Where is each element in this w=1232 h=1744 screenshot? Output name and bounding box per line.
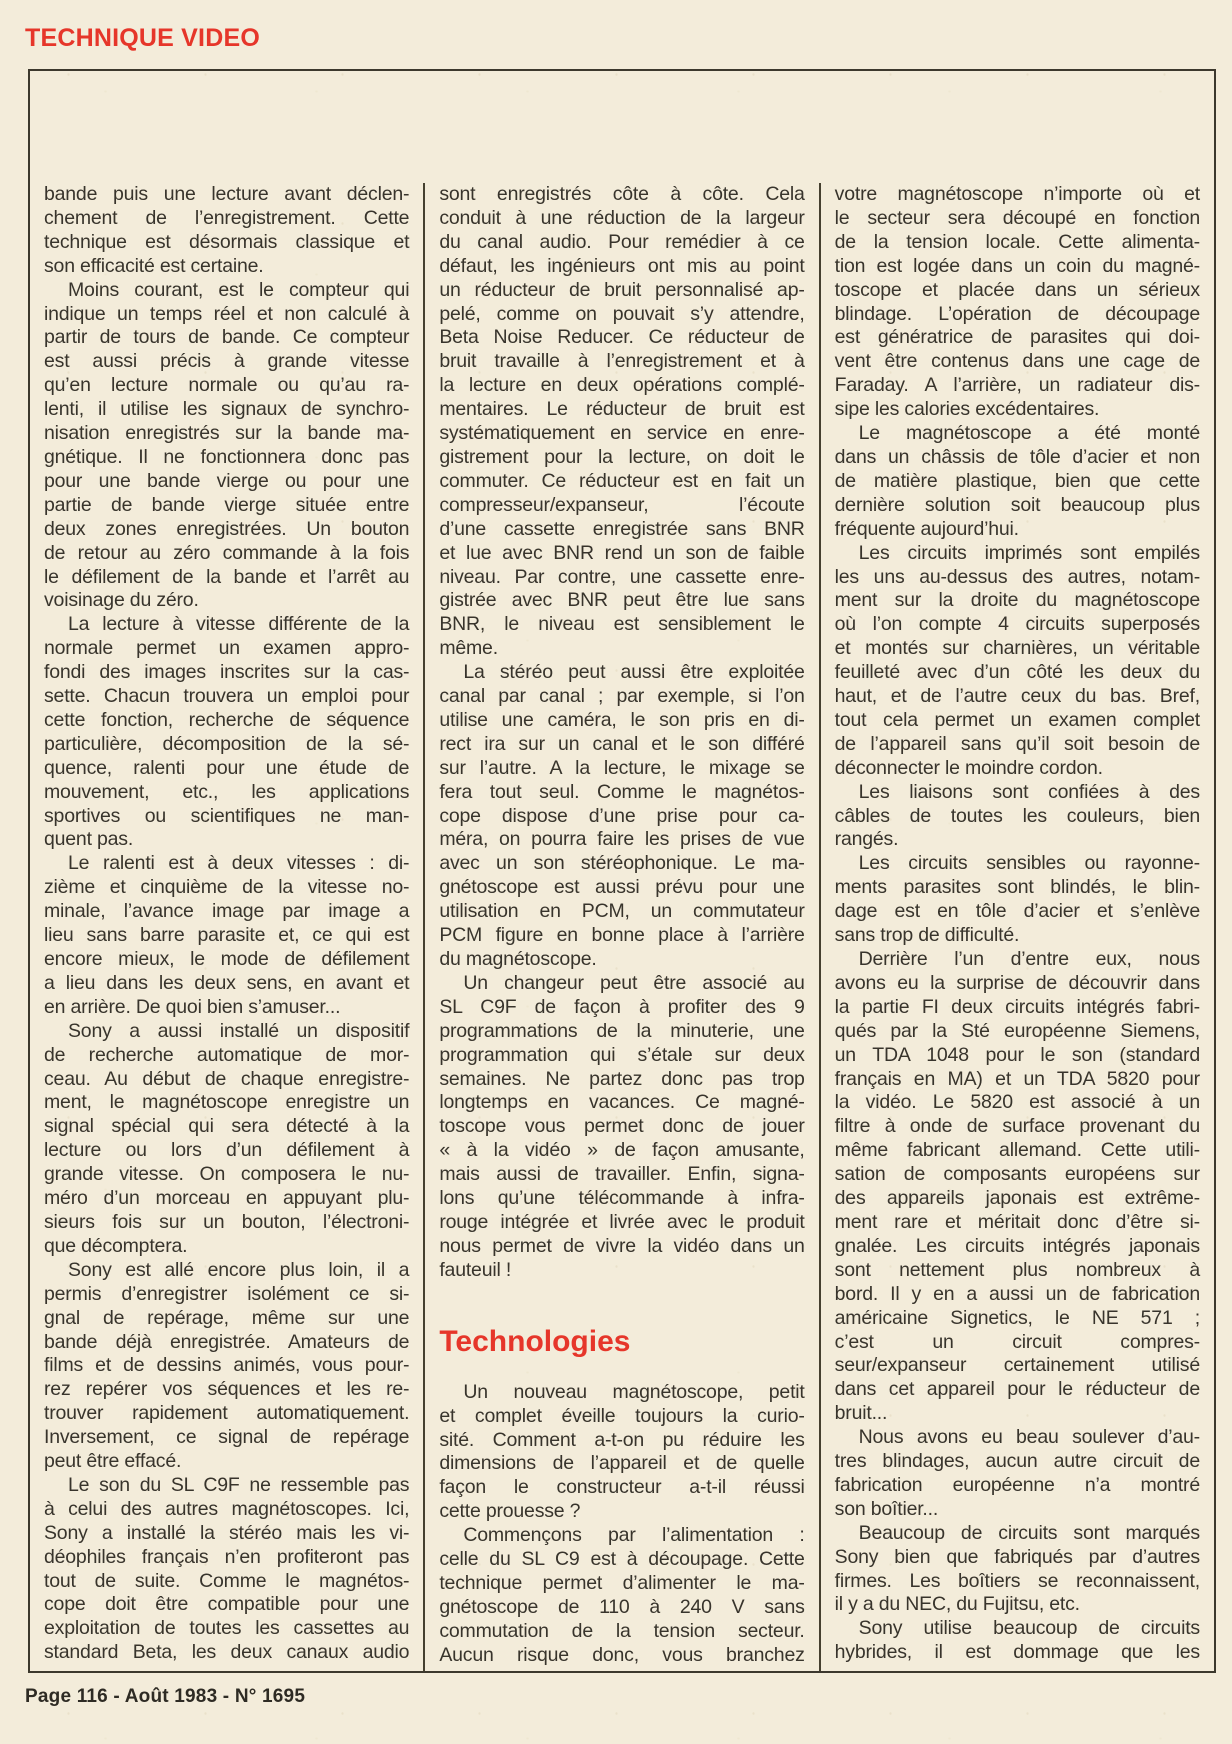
text-line: tout cela permet un examen complet: [834, 708, 1200, 731]
text-line: lons qu’une télécommande à infra-: [439, 1187, 805, 1210]
text-line: Nous avons eu beau soulever d’au-: [858, 1426, 1200, 1449]
text-line: méra, on pourra faire les prises de vue: [439, 828, 805, 851]
text-line: il y a du NEC, du Fujitsu, etc.: [834, 1593, 1080, 1616]
article-paragraph: [44, 852, 409, 1019]
article-box: [28, 69, 1216, 1673]
text-line: « à la vidéo » de façon amusante,: [439, 1139, 805, 1162]
text-line: mouvement, etc., les applications: [44, 780, 410, 803]
text-line: programmations de la minuterie, une: [439, 1019, 805, 1042]
article-paragraph: [835, 852, 1200, 948]
text-line: la vidéo. Le 5820 est associé à un: [834, 1091, 1200, 1114]
text-line: sportives ou scientifiques ne man-: [44, 804, 410, 827]
text-line: sont nettement plus nombreux à: [834, 1258, 1200, 1281]
text-line: gnal de repérage, même sur une: [44, 1306, 410, 1329]
text-line: sipe les calories excédentaires.: [834, 398, 1100, 421]
text-line: bruit travaille à l’enregistrement et à: [439, 350, 805, 373]
text-line: nous permet de vivre la vidéo dans un: [439, 1234, 805, 1257]
text-line: signal spécial qui sera détecté à la: [44, 1115, 410, 1138]
text-line: votre magnétoscope n’importe où et: [834, 183, 1200, 205]
article-paragraph: [44, 613, 409, 852]
text-line: standard Beta, les deux canaux audio: [44, 1641, 410, 1664]
text-line: sité. Comment a-t-on pu réduire les: [439, 1428, 805, 1451]
text-line: rez repérer vos séquences et les re-: [44, 1378, 410, 1401]
text-line: normale permet un examen appro-: [44, 637, 410, 660]
text-line: est aussi précis à grande vitesse: [44, 350, 410, 373]
text-line: SL C9F de façon à profiter des 9: [439, 995, 805, 1018]
text-line: sation de composants européens sur: [834, 1163, 1200, 1186]
text-line: qu’en lecture normale ou qu’au ra-: [44, 374, 410, 397]
article-paragraph: [439, 661, 804, 972]
text-line: de matière plastique, bien que cette: [834, 469, 1200, 492]
text-line: quence, ralenti pour une étude de: [44, 756, 410, 779]
article-paragraph: [44, 1474, 409, 1665]
text-line: câbles de toutes les couleurs, bien: [834, 804, 1200, 827]
text-line: et complet éveille toujours la curio-: [439, 1404, 805, 1427]
text-line: Sony a installé la stéréo mais les vi-: [44, 1521, 410, 1544]
text-line: grande vitesse. On composera le nu-: [44, 1163, 410, 1186]
text-line: Faraday. A l’arrière, un radiateur dis-: [834, 374, 1200, 397]
text-line: Le magnétoscope a été monté: [858, 422, 1200, 445]
text-line: ment rare et méritait donc d’être si-: [834, 1210, 1200, 1233]
text-line: cette fonction, recherche de séquence: [44, 708, 410, 731]
text-line: Un nouveau magnétoscope, petit: [463, 1380, 805, 1403]
text-line: Moins courant, est le compteur qui: [68, 278, 410, 301]
article-column-2: [423, 183, 818, 1671]
text-line: du canal audio. Pour remédier à ce: [439, 230, 805, 253]
text-line: toscope vous permet donc de jouer: [439, 1115, 805, 1138]
text-line: ment sur la droite du magnétoscope: [834, 589, 1200, 612]
text-line: technique permet d’alimenter le ma-: [439, 1571, 805, 1594]
text-line: peut être effacé.: [44, 1450, 182, 1473]
text-line: longtemps en vacances. Ce magné-: [439, 1091, 805, 1114]
article-paragraph: [835, 948, 1200, 1426]
text-line: même.: [439, 637, 498, 660]
article-paragraph: [835, 781, 1200, 853]
article-paragraph: [835, 183, 1200, 422]
text-line: quent pas.: [44, 828, 134, 851]
text-line: indique un temps réel et non calculé à: [44, 302, 410, 325]
text-line: a lieu dans les deux sens, en avant et: [44, 971, 410, 994]
text-line: Le ralenti est à deux vitesses : di-: [68, 852, 410, 875]
technologies-heading: Technologies: [439, 1324, 631, 1358]
text-line: pour une bande vierge ou pour une: [44, 469, 410, 492]
text-line: voisinage du zéro.: [44, 589, 199, 612]
text-line: la partie FI deux circuits intégrés fabri-: [834, 995, 1200, 1018]
text-line: celle du SL C9 est à découpage. Cette: [439, 1548, 805, 1571]
text-line: avons eu la surprise de découvrir dans: [834, 971, 1200, 994]
text-line: gistrée avec BNR peut être lue sans: [439, 589, 805, 612]
text-line: commutation de la tension secteur.: [439, 1619, 805, 1642]
text-line: gnétoscope de 110 à 240 V sans: [439, 1595, 805, 1618]
text-line: fabrication européenne n’a montré: [834, 1473, 1200, 1496]
text-line: c’est un circuit compres-: [834, 1330, 1200, 1353]
text-line: rangés.: [834, 828, 899, 851]
text-line: défaut, les ingénieurs ont mis au point: [439, 254, 805, 277]
text-line: le secteur sera découpé en fonction: [834, 206, 1200, 229]
text-line: Un changeur peut être associé au: [463, 971, 805, 994]
text-line: façon le constructeur a-t-il réussi: [439, 1476, 805, 1499]
text-line: sans trop de difficulté.: [834, 924, 1020, 947]
text-line: la lecture en deux opérations complé-: [439, 374, 805, 397]
text-line: fauteuil !: [439, 1258, 512, 1281]
text-line: ment, le magnétoscope enregistre un: [44, 1091, 410, 1114]
text-line: zième et cinquième de la vitesse no-: [44, 876, 410, 899]
text-line: tout de suite. Comme le magnétos-: [44, 1569, 410, 1592]
text-line: La lecture à vitesse différente de la: [68, 613, 410, 636]
text-line: de la tension locale. Cette alimenta-: [834, 230, 1200, 253]
article-paragraph: [44, 1259, 409, 1474]
text-line: américaine Signetics, le NE 571 ;: [834, 1306, 1200, 1329]
text-line: permis d’enregistrer isolément ce si-: [44, 1282, 410, 1305]
text-line: dernière solution soit beaucoup plus: [834, 493, 1200, 516]
text-line: un TDA 1048 pour le son (standard: [834, 1043, 1200, 1066]
text-line: où l’on compte 4 circuits superposés: [834, 613, 1200, 636]
text-line: mentaires. Le réducteur de bruit est: [439, 398, 805, 421]
text-line: fondi des images inscrites sur la cas-: [44, 661, 410, 684]
text-line: Beta Noise Reducer. Ce réducteur de: [439, 326, 805, 349]
text-line: Les liaisons sont confiées à des: [858, 780, 1200, 803]
text-line: encore mieux, le mode de défilement: [44, 948, 410, 970]
text-line: un réducteur de bruit personnalisé ap-: [439, 278, 805, 301]
article-paragraph: [835, 422, 1200, 542]
text-line: rect ira sur un canal et le son différé: [439, 732, 805, 755]
text-line: BNR, le niveau est sensiblement le: [439, 613, 805, 636]
text-line: même fabricant allemand. Cette utili-: [834, 1139, 1200, 1162]
article-paragraph: [44, 279, 409, 614]
text-line: rouge intégrée et livrée avec le produit: [439, 1210, 805, 1233]
text-line: Aucun risque donc, vous branchez: [439, 1643, 805, 1666]
text-line: dans un châssis de tôle d’acier et non: [834, 445, 1200, 468]
text-line: avec un son stéréophonique. Le ma-: [439, 852, 805, 875]
text-line: Les circuits sensibles ou rayonne-: [858, 852, 1200, 875]
text-line: trouver rapidement automatiquement.: [44, 1402, 410, 1425]
text-line: Derrière l’un d’entre eux, nous: [858, 948, 1200, 970]
text-line: ments parasites sont blindés, le blin-: [834, 876, 1200, 899]
text-line: et montés sur charnières, un véritable: [834, 637, 1200, 660]
article-column-3: [819, 183, 1214, 1671]
text-line: Commençons par l’alimentation :: [463, 1524, 805, 1547]
text-line: exploitation de toutes les cassettes au: [44, 1617, 410, 1640]
text-line: films et de dessins animés, vous pour-: [44, 1354, 410, 1377]
text-line: semaines. Ne partez donc pas trop: [439, 1067, 805, 1090]
text-line: nisation enregistrés sur la bande ma-: [44, 422, 410, 445]
text-line: français en MA) et un TDA 5820 pour: [834, 1067, 1200, 1090]
text-line: haut, et de l’autre ceux du bas. Bref,: [834, 685, 1200, 708]
article-paragraph: [439, 972, 804, 1283]
text-line: sur l’autre. A la lecture, le mixage se: [439, 756, 805, 779]
text-line: fera tout seul. Comme le magnétos-: [439, 780, 805, 803]
text-line: son efficacité est certaine.: [44, 254, 264, 277]
article-paragraph: [835, 1617, 1200, 1665]
text-line: méro d’un morceau en appuyant plu-: [44, 1187, 410, 1210]
text-line: Sony est allé encore plus loin, il a: [68, 1258, 410, 1281]
text-line: d’une cassette enregistrée sans BNR: [439, 517, 805, 540]
text-line: lecture ou lors d’un défilement à: [44, 1139, 410, 1162]
text-line: technique est désormais classique et: [44, 230, 410, 253]
text-line: partir de tours de bande. Ce compteur: [44, 326, 410, 349]
text-line: des appareils japonais est extrême-: [834, 1187, 1200, 1210]
text-line: est génératrice de parasites qui doi-: [834, 326, 1200, 349]
text-line: commuter. Ce réducteur est en fait un: [439, 469, 805, 492]
text-line: cope dispose d’une prise pour ca-: [439, 804, 805, 827]
text-line: partie de bande vierge située entre: [44, 493, 410, 516]
text-line: utilisation en PCM, un commutateur: [439, 900, 805, 923]
text-line: déconnecter le moindre cordon.: [834, 756, 1103, 779]
text-line: gnétique. Il ne fonctionnera donc pas: [44, 445, 410, 468]
text-line: lieu sans barre parasite et, ce qui est: [44, 924, 410, 947]
text-line: seur/expanseur certainement utilisé: [834, 1354, 1200, 1377]
text-line: les uns au-dessus des autres, notam-: [834, 565, 1200, 588]
text-line: ceau. Au début de chaque enregistre-: [44, 1067, 410, 1090]
text-line: La stéréo peut aussi être exploitée: [463, 661, 805, 684]
text-line: à celui des autres magnétoscopes. Ici,: [44, 1497, 410, 1520]
text-line: Beaucoup de circuits sont marqués: [858, 1521, 1200, 1544]
text-line: pelé, comme on pouvait s’y attendre,: [439, 302, 805, 325]
text-line: systématiquement en service en enre-: [439, 422, 805, 445]
article-paragraph: [44, 1020, 409, 1259]
text-line: le défilement de la bande et l’arrêt au: [44, 565, 410, 588]
text-line: qués par la Sté européenne Siemens,: [834, 1019, 1200, 1042]
text-line: Sony utilise beaucoup de circuits: [858, 1617, 1200, 1640]
text-line: sont enregistrés côte à côte. Cela: [439, 183, 805, 205]
text-line: Sony bien que fabriqués par d’autres: [834, 1545, 1200, 1568]
article-paragraph: [439, 1524, 804, 1667]
article-paragraph: [439, 183, 804, 661]
text-line: gnalée. Les circuits intégrés japonais: [834, 1234, 1200, 1257]
text-line: minale, l’avance image par image a: [44, 900, 410, 923]
text-line: gnétoscope est aussi prévu pour une: [439, 876, 805, 899]
text-line: bande puis une lecture avant déclen-: [44, 183, 410, 205]
text-line: tres blindages, aucun autre circuit de: [834, 1450, 1200, 1473]
text-line: que décomptera.: [44, 1234, 188, 1257]
text-line: mais aussi de travailler. Enfin, signa-: [439, 1163, 805, 1186]
text-line: fréquente aujourd’hui.: [834, 517, 1019, 540]
text-line: chement de l’enregistrement. Cette: [44, 206, 410, 229]
text-line: programmation qui s’étale sur deux: [439, 1043, 805, 1066]
text-line: utilise une caméra, le son pris en di-: [439, 708, 805, 731]
text-line: sette. Chacun trouvera un emploi pour: [44, 685, 410, 708]
text-line: cette prouesse ?: [439, 1500, 581, 1523]
text-line: de l’appareil sans qu’il soit besoin de: [834, 732, 1200, 755]
text-line: vent être contenus dans une cage de: [834, 350, 1200, 373]
article-paragraph: [835, 542, 1200, 781]
section-masthead: TECHNIQUE VIDEO: [25, 24, 260, 52]
article-paragraph: [439, 1381, 804, 1524]
text-line: Inversement, ce signal de repérage: [44, 1426, 410, 1449]
text-line: bruit...: [834, 1402, 888, 1425]
text-line: Les circuits imprimés sont empilés: [858, 541, 1200, 564]
text-line: son boîtier...: [834, 1497, 939, 1520]
article-paragraph: [835, 1426, 1200, 1522]
text-line: Le son du SL C9F ne ressemble pas: [68, 1473, 410, 1496]
text-line: en arrière. De quoi bien s’amuser...: [44, 995, 341, 1018]
text-line: tion est logée dans un coin du magné-: [834, 254, 1200, 277]
text-line: particulière, décomposition de la sé-: [44, 732, 410, 755]
article-paragraph: [44, 183, 409, 279]
page-footer: Page 116 - Août 1983 - N° 1695: [25, 1686, 306, 1707]
text-line: bord. Il y en a aussi un de fabrication: [834, 1282, 1200, 1305]
text-line: filtre à onde de surface provenant du: [834, 1115, 1200, 1138]
text-line: cope doit être compatible pour une: [44, 1593, 410, 1616]
text-line: bande déjà enregistrée. Amateurs de: [44, 1330, 410, 1353]
text-line: sieurs fois sur un bouton, l’électroni-: [44, 1210, 410, 1233]
article-paragraph: [835, 1522, 1200, 1618]
text-line: niveau. Par contre, une cassette enre-: [439, 565, 805, 588]
text-line: compresseur/expanseur, l’écoute: [439, 493, 805, 516]
text-line: déophiles français n’en profiteront pas: [44, 1545, 410, 1568]
text-line: de retour au zéro commande à la fois: [44, 541, 410, 564]
text-line: dimensions de l’appareil et de quelle: [439, 1452, 805, 1475]
text-line: toscope et placée dans un sérieux: [834, 278, 1200, 301]
text-line: du magnétoscope.: [439, 948, 597, 970]
text-line: feuilleté avec d’un côté les deux du: [834, 661, 1200, 684]
text-line: canal par canal ; par exemple, si l’on: [439, 685, 805, 708]
text-line: de recherche automatique de mor-: [44, 1043, 410, 1066]
text-line: lenti, il utilise les signaux de synchro-: [44, 398, 410, 421]
text-line: firmes. Les boîtiers se reconnaissent,: [834, 1569, 1200, 1592]
text-line: conduit à une réduction de la largeur: [439, 206, 805, 229]
text-line: hybrides, il est dommage que les: [834, 1641, 1200, 1664]
text-line: blindage. L’opération de découpage: [834, 302, 1200, 325]
text-line: et lue avec BNR rend un son de faible: [439, 541, 805, 564]
text-line: deux zones enregistrées. Un bouton: [44, 517, 410, 540]
text-line: gistrement pour la lecture, on doit le: [439, 445, 805, 468]
text-line: Sony a aussi installé un dispositif: [68, 1019, 410, 1042]
text-line: dage est en tôle d’acier et s’enlève: [834, 900, 1200, 923]
text-line: PCM figure en bonne place à l’arrière: [439, 924, 805, 947]
text-line: dans cet appareil pour le réducteur de: [834, 1378, 1200, 1401]
article-column-1: [30, 183, 423, 1671]
